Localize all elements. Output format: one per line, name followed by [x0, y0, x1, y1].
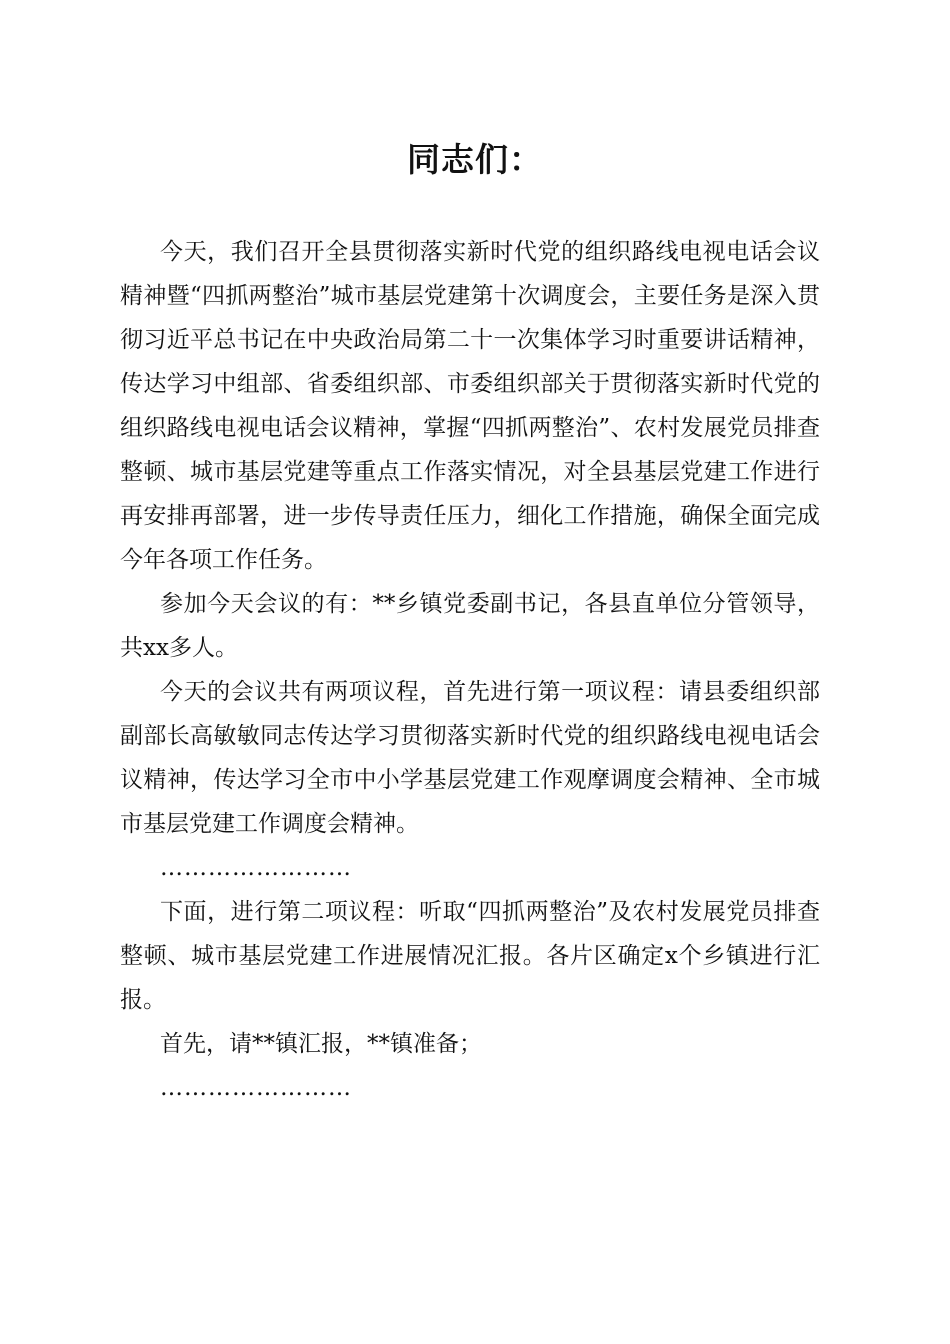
paragraph-report-order: 首先，请**镇汇报，**镇准备；: [160, 1031, 482, 1057]
page-title: 同志们：: [407, 140, 543, 179]
paragraph-agenda-two: 下面，进行第二项议程：听取“四抓两整治”及农村发展党员排查整顿、城市基层党建工作进展情况汇报。各片区确定x个乡镇进行汇报。: [120, 899, 820, 1013]
paragraph-agenda-one: 今天的会议共有两项议程，首先进行第一项议程：请县委组织部副部长高敏敏同志传达学习贯彻落实新时代党的组织路线电视电话会议精神，传达学习全市中小学基层党建工作观摩调度会精神、全市城市基层党建工作调度会精神。: [120, 679, 820, 837]
ellipsis-separator: ……………………: [160, 855, 352, 881]
ellipsis-separator: ……………………: [160, 1075, 352, 1101]
paragraph-attendees: 参加今天会议的有：**乡镇党委副书记，各县直单位分管领导，共xx多人。: [120, 591, 820, 661]
document-body: [120, 230, 820, 1110]
paragraph-opening: 今天，我们召开全县贯彻落实新时代党的组织路线电视电话会议精神暨“四抓两整治”城市基层党建第十次调度会，主要任务是深入贯彻习近平总书记在中央政治局第二十一次集体学习时重要讲话精神，传达学习中组部、省委组织部、市委组织部关于贯彻落实新时代党的组织路线电视电话会议精神，掌握“四抓两整治”、农村发展党员排查整顿、城市基层党建等重点工作落实情况，对全县基层党建工作进行再安排再部署，进一步传导责任压力，细化工作措施，确保全面完成今年各项工作任务。: [120, 239, 820, 573]
